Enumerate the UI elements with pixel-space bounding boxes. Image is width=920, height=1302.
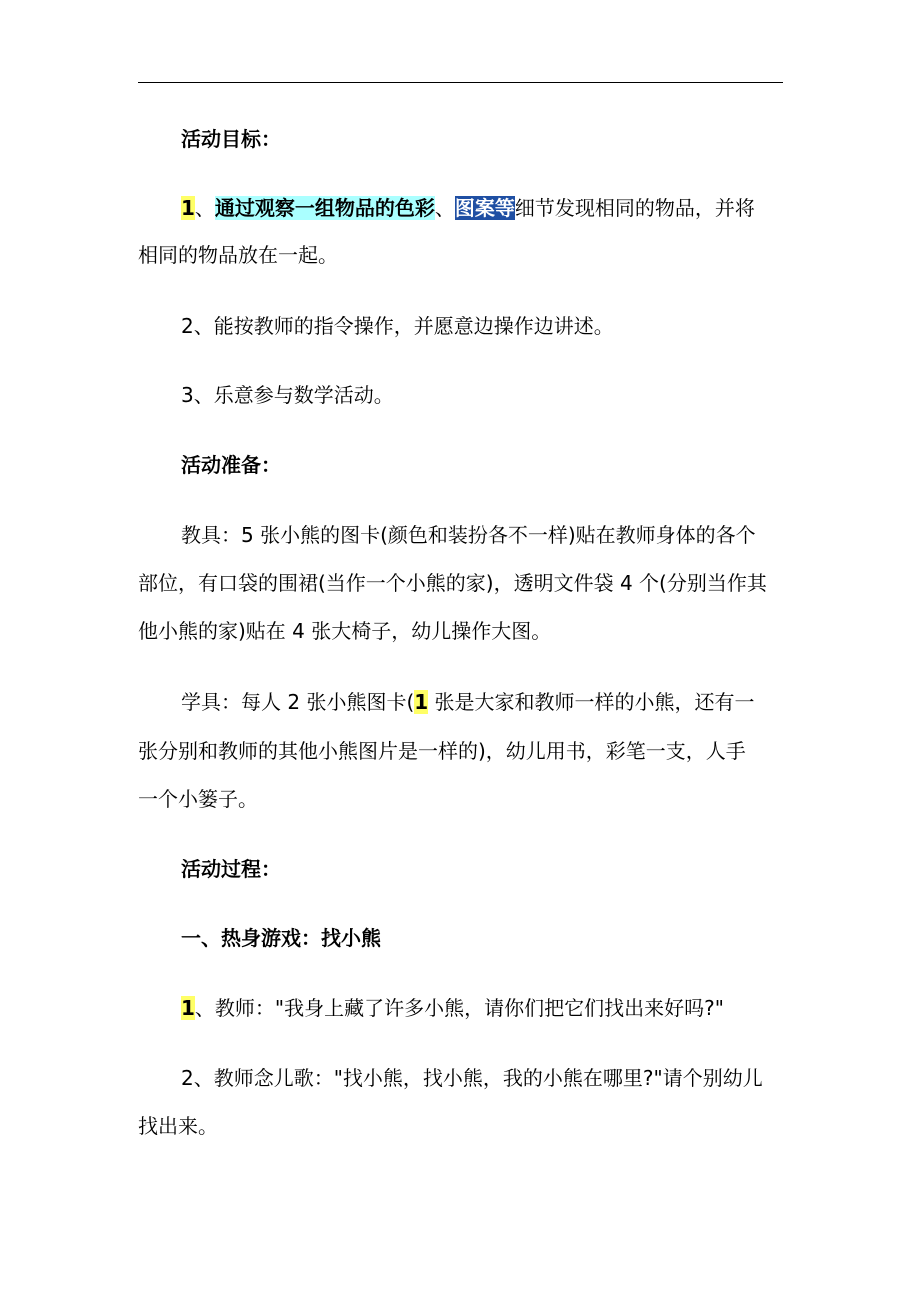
prep-teacher-line-2: 部位，有口袋的围裙(当作一个小熊的家)，透明文件袋 4 个(分别当作其 xyxy=(138,571,767,595)
prep-student-post: 张是大家和教师一样的小熊，还有一 xyxy=(428,690,755,714)
goal-1-line-2: 相同的物品放在一起。 xyxy=(138,243,338,267)
prep-student-line-1 xyxy=(181,688,788,716)
heading-activity-preparation: 活动准备： xyxy=(181,453,281,477)
prep-teacher-line-1: 教具：5 张小熊的图卡(颜色和装扮各不一样)贴在教师身体的各个 xyxy=(181,523,756,547)
prep-student-line-2: 张分别和教师的其他小熊图片是一样的)，幼儿用书，彩笔一支，人手 xyxy=(138,739,746,763)
goal-1-number: 1 xyxy=(181,196,195,220)
heading-activity-goals: 活动目标： xyxy=(181,127,281,151)
section-1-title: 一、热身游戏：找小熊 xyxy=(181,926,381,950)
goal-1-highlight-blue: 图案等 xyxy=(454,196,515,220)
prep-student-line-3: 一个小篓子。 xyxy=(138,787,258,811)
prep-student-pre: 学具：每人 2 张小熊图卡( xyxy=(181,690,415,714)
goal-3: 3、乐意参与数学活动。 xyxy=(181,383,394,407)
goal-1-separator-2: 、 xyxy=(434,196,455,220)
step-2-line-2: 找出来。 xyxy=(138,1114,218,1138)
step-1 xyxy=(181,994,788,1022)
step-1-number: 1 xyxy=(181,996,195,1020)
goal-1-line-1 xyxy=(181,194,788,222)
goal-1-highlight-cyan: 通过观察一组物品的色彩 xyxy=(214,196,435,220)
goal-1-rest: 细节发现相同的物品，并将 xyxy=(514,196,755,220)
step-2-line-1: 2、教师念儿歌："找小熊，找小熊，我的小熊在哪里?"请个别幼儿 xyxy=(181,1066,763,1090)
goal-2: 2、能按教师的指令操作，并愿意边操作边讲述。 xyxy=(181,314,614,338)
heading-activity-process: 活动过程： xyxy=(181,857,281,881)
header-rule xyxy=(138,82,783,83)
prep-teacher-line-3: 他小熊的家)贴在 4 张大椅子，幼儿操作大图。 xyxy=(138,619,552,643)
step-1-text: 、教师："我身上藏了许多小熊，请你们把它们找出来好吗?" xyxy=(194,996,724,1020)
goal-1-separator: 、 xyxy=(194,196,215,220)
prep-student-number: 1 xyxy=(414,690,429,714)
